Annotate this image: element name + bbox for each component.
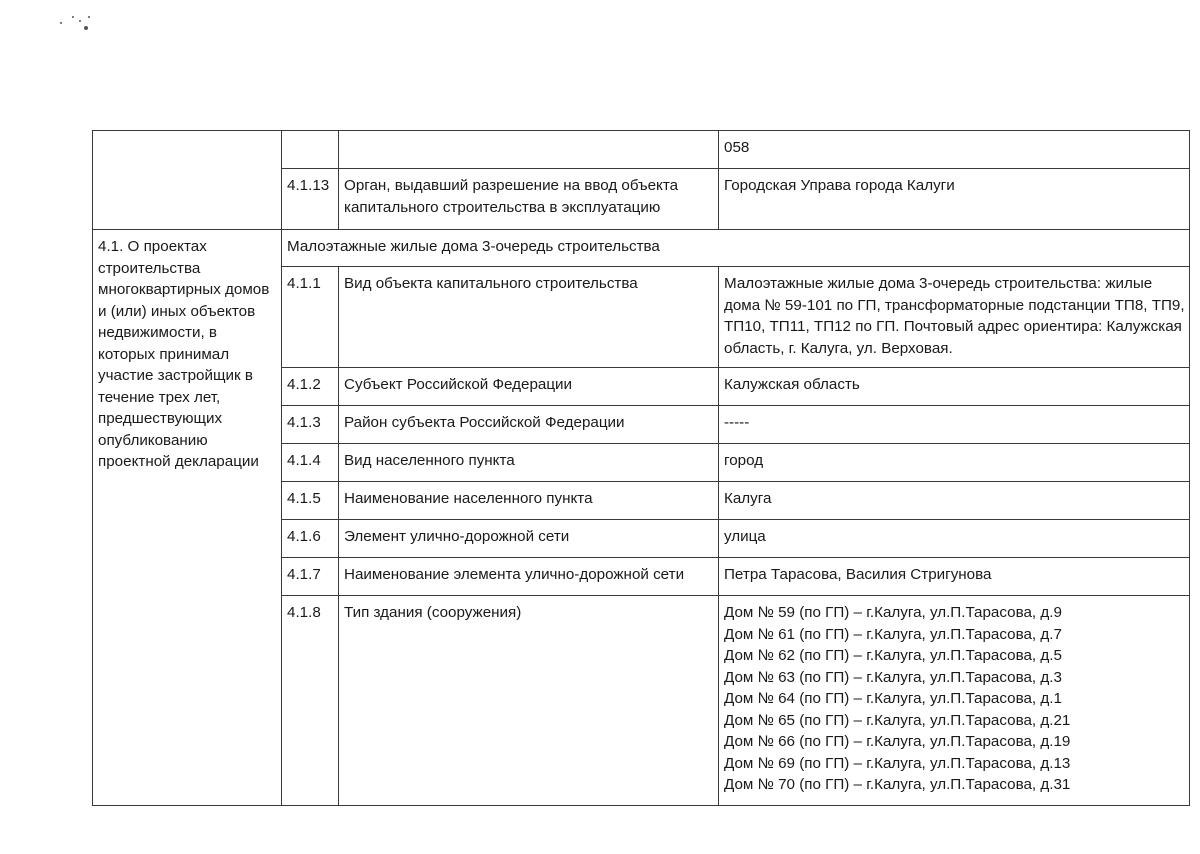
address-line: Дом № 66 (по ГП) – г.Калуга, ул.П.Тарасова, д.19 — [724, 733, 1071, 750]
row-value: Петра Тарасова, Василия Стригунова — [719, 558, 1190, 596]
building-addresses — [719, 596, 1190, 806]
row-value: Малоэтажные жилые дома 3-очередь строительства: жилые дома № 59-101 по ГП, трансформаторные подстанции ТП8, ТП9, ТП10, ТП11, ТП12 по ГП. Почтовый адрес ориентира: Калужская область, г. Калуга, ул. Верховая. — [719, 267, 1190, 368]
row-label: Субъект Российской Федерации — [339, 368, 719, 406]
scan-artifact — [72, 16, 74, 18]
row-number: 4.1.13 — [282, 169, 339, 230]
row-number: 4.1.7 — [282, 558, 339, 596]
address-line: Дом № 65 (по ГП) – г.Калуга, ул.П.Тарасова, д.21 — [724, 711, 1071, 729]
row-number: 4.1.6 — [282, 520, 339, 558]
row-number: 4.1.4 — [282, 444, 339, 482]
row-value: город — [719, 444, 1190, 482]
address-line: Дом № 69 (по ГП) – г.Калуга, ул.П.Тарасова, д.13 — [724, 754, 1071, 772]
row-value: Городская Управа города Калуги — [719, 169, 1190, 230]
row-number — [282, 131, 339, 169]
row-label: Элемент улично-дорожной сети — [339, 520, 719, 558]
scan-artifact — [88, 16, 90, 18]
row-number: 4.1.5 — [282, 482, 339, 520]
address-line: Дом № 63 (по ГП) – г.Калуга, ул.П.Тарасова, д.3 — [724, 668, 1062, 686]
section-heading: 4.1. О проектах строительства многоквартирных домов и (или) иных объектов недвижимости, в которых принимал участие застройщик в течение трех лет, предшествующих опубликованию проектной декларации — [93, 230, 282, 806]
address-line: Дом № 59 (по ГП) – г.Калуга, ул.П.Тарасова, д.9 — [724, 604, 1062, 621]
row-label: Наименование населенного пункта — [339, 482, 719, 520]
row-label: Орган, выдавший разрешение на ввод объекта капитального строительства в эксплуатацию — [339, 169, 719, 230]
scan-artifact — [84, 26, 88, 30]
row-label: Наименование элемента улично-дорожной сети — [339, 558, 719, 596]
prev-section-heading-cell — [93, 131, 282, 230]
address-line: Дом № 61 (по ГП) – г.Калуга, ул.П.Тарасова, д.7 — [724, 625, 1062, 643]
declaration-table — [92, 130, 1190, 806]
row-number: 4.1.3 — [282, 406, 339, 444]
row-label: Вид объекта капитального строительства — [339, 267, 719, 368]
row-value: ----- — [719, 406, 1190, 444]
row-number: 4.1.8 — [282, 596, 339, 806]
row-number: 4.1.2 — [282, 368, 339, 406]
scan-artifact — [79, 20, 81, 22]
table-row — [93, 230, 1190, 267]
row-number: 4.1.1 — [282, 267, 339, 368]
row-value: Калуга — [719, 482, 1190, 520]
row-value: улица — [719, 520, 1190, 558]
address-line: Дом № 64 (по ГП) – г.Калуга, ул.П.Тарасова, д.1 — [724, 690, 1062, 707]
row-value: Калужская область — [719, 368, 1190, 406]
row-label: Вид населенного пункта — [339, 444, 719, 482]
table-row — [93, 131, 1190, 169]
row-label — [339, 131, 719, 169]
row-label: Тип здания (сооружения) — [339, 596, 719, 806]
project-title: Малоэтажные жилые дома 3-очередь строительства — [282, 230, 1190, 267]
row-label: Район субъекта Российской Федерации — [339, 406, 719, 444]
scan-artifact — [60, 22, 62, 24]
address-line: Дом № 62 (по ГП) – г.Калуга, ул.П.Тарасова, д.5 — [724, 647, 1062, 664]
address-line: Дом № 70 (по ГП) – г.Калуга, ул.П.Тарасова, д.31 — [724, 776, 1071, 793]
row-value: 058 — [719, 131, 1190, 169]
